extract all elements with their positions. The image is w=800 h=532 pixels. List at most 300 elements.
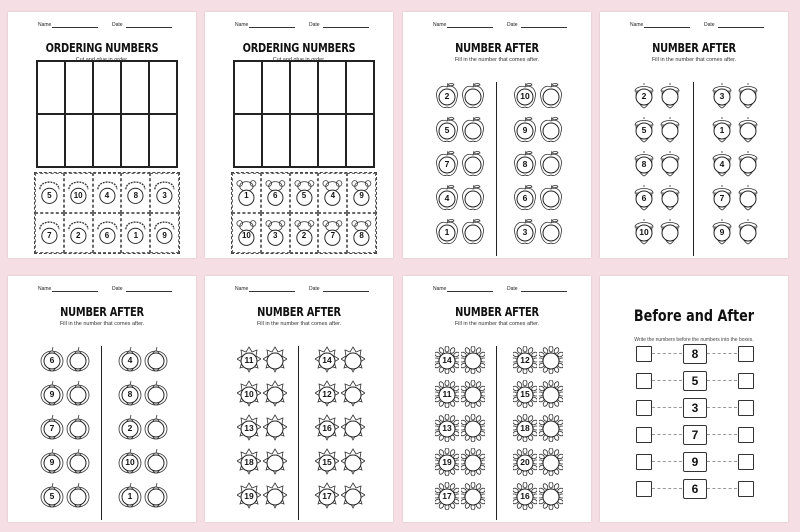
name-line <box>249 291 295 292</box>
page-title: NUMBER AFTER <box>455 41 539 55</box>
card-number: 3 <box>162 191 167 200</box>
given-number: 20 <box>520 457 530 467</box>
given-number: 4 <box>444 193 450 203</box>
guide-line <box>707 461 737 462</box>
sunflower-answer-icon <box>461 346 485 374</box>
given-number: 8 <box>683 344 707 364</box>
pumpkin-answer-icon <box>144 482 168 510</box>
card-number: 8 <box>133 191 139 200</box>
worksheet-page <box>403 276 591 522</box>
exercise-row <box>403 380 591 414</box>
given-number: 7 <box>444 159 450 169</box>
number-pair <box>710 150 750 182</box>
given-number: 8 <box>641 159 647 169</box>
glue-cell <box>37 61 65 114</box>
given-number: 6 <box>683 479 707 499</box>
card-number: 4 <box>104 191 110 200</box>
given-number: 6 <box>49 355 55 365</box>
page-subtitle: Fill in the number that comes after. <box>256 321 342 327</box>
exercise-row <box>8 482 196 516</box>
given-number: 17 <box>442 491 452 501</box>
card-number: 2 <box>75 231 81 240</box>
number-pair <box>40 380 80 412</box>
given-number: 8 <box>127 389 133 399</box>
glue-cell <box>346 61 374 114</box>
given-number: 2 <box>641 91 647 101</box>
date-line <box>126 291 172 292</box>
glue-cell <box>93 61 121 114</box>
date-label: Date <box>507 22 518 28</box>
number-pair <box>632 116 672 148</box>
date-label: Date <box>309 286 320 292</box>
guide-line <box>652 380 682 381</box>
number-pair <box>315 414 355 446</box>
exercise-row <box>205 448 393 482</box>
exercise-row <box>403 414 591 448</box>
exercise-row <box>403 346 591 380</box>
card-number: 7 <box>47 231 52 240</box>
page-title: NUMBER AFTER <box>60 305 144 319</box>
leaf-answer-icon <box>263 346 287 374</box>
acorn-answer-icon <box>736 82 760 110</box>
number-pair <box>513 482 553 514</box>
given-number: 4 <box>719 159 725 169</box>
glue-cell <box>346 114 374 167</box>
sunflower-answer-icon <box>539 346 563 374</box>
number-pair <box>632 82 672 114</box>
sunflower-answer-icon <box>539 414 563 442</box>
glue-grid <box>36 60 178 168</box>
number-card <box>93 213 122 253</box>
before-after-row <box>600 373 788 395</box>
cut-out-cards <box>34 172 180 254</box>
after-answer-box[interactable] <box>738 454 754 470</box>
page-subtitle: Fill in the number that comes after. <box>651 57 737 63</box>
worksheet-page <box>205 276 393 522</box>
card-number: 9 <box>162 231 167 240</box>
glue-cell <box>318 61 346 114</box>
given-number: 4 <box>127 355 133 365</box>
number-card <box>318 173 347 213</box>
page-subtitle: Fill in the number that comes after. <box>454 57 540 63</box>
number-card <box>347 213 376 253</box>
exercise-row <box>600 150 788 184</box>
number-card <box>347 173 376 213</box>
given-number: 19 <box>442 457 452 467</box>
number-pair <box>118 482 158 514</box>
given-number: 6 <box>641 193 647 203</box>
number-card <box>35 213 64 253</box>
exercise-row <box>403 82 591 116</box>
acorn-answer-icon <box>736 218 760 246</box>
given-number: 14 <box>442 355 452 365</box>
card-number: 5 <box>47 191 52 200</box>
number-pair <box>40 346 80 378</box>
exercise-row <box>205 482 393 516</box>
card-number: 1 <box>133 231 139 240</box>
pumpkin-answer-icon <box>66 380 90 408</box>
given-number: 16 <box>520 491 530 501</box>
glue-cell <box>290 61 318 114</box>
name-label: Name <box>235 286 249 292</box>
glue-cell <box>318 114 346 167</box>
glue-cell <box>149 61 177 114</box>
number-card <box>150 213 179 253</box>
number-card <box>232 213 261 253</box>
apple-answer-icon <box>461 218 485 246</box>
number-pair <box>710 82 750 114</box>
exercise-row <box>403 482 591 516</box>
number-pair <box>435 150 475 182</box>
given-number: 2 <box>444 91 450 101</box>
page-subtitle: Write the numbers before the numbers into the boxes. <box>634 337 754 343</box>
before-answer-box[interactable] <box>636 400 652 416</box>
number-pair <box>435 346 475 378</box>
number-pair <box>632 150 672 182</box>
given-number: 1 <box>127 491 133 501</box>
acorn-answer-icon <box>658 116 682 144</box>
given-number: 13 <box>244 423 254 433</box>
date-label: Date <box>507 286 518 292</box>
sunflower-answer-icon <box>461 380 485 408</box>
number-pair <box>237 482 277 514</box>
date-label: Date <box>309 22 320 28</box>
sunflower-answer-icon <box>539 380 563 408</box>
exercise-row <box>8 380 196 414</box>
number-pair <box>435 218 475 250</box>
card-number: 6 <box>104 231 110 240</box>
given-number: 1 <box>719 125 725 135</box>
number-pair <box>513 82 553 114</box>
given-number: 14 <box>322 355 332 365</box>
given-number: 5 <box>444 125 450 135</box>
page-title: Before and After <box>633 306 755 325</box>
page-title: ORDERING NUMBERS <box>45 41 159 55</box>
after-answer-box[interactable] <box>738 481 754 497</box>
given-number: 9 <box>49 389 55 399</box>
exercise-row <box>600 184 788 218</box>
before-answer-box[interactable] <box>636 481 652 497</box>
number-pair <box>513 414 553 446</box>
acorn-answer-icon <box>658 150 682 178</box>
card-number: 10 <box>73 191 83 200</box>
glue-cell <box>262 61 290 114</box>
given-number: 9 <box>719 227 725 237</box>
date-line <box>323 291 369 292</box>
page-title: NUMBER AFTER <box>257 305 341 319</box>
date-label: Date <box>112 286 123 292</box>
acorn-answer-icon <box>658 184 682 212</box>
worksheet-page <box>8 276 196 522</box>
exercise-row <box>403 218 591 252</box>
date-label: Date <box>704 22 715 28</box>
after-answer-box[interactable] <box>738 373 754 389</box>
before-answer-box[interactable] <box>636 454 652 470</box>
number-card <box>150 173 179 213</box>
date-label: Date <box>112 22 123 28</box>
apple-answer-icon <box>539 82 563 110</box>
number-pair <box>40 482 80 514</box>
given-number: 9 <box>49 457 55 467</box>
leaf-answer-icon <box>341 482 365 510</box>
apple-answer-icon <box>461 82 485 110</box>
number-pair <box>315 482 355 514</box>
number-pair <box>513 116 553 148</box>
given-number: 3 <box>683 398 707 418</box>
exercise-row <box>403 150 591 184</box>
page-subtitle: Cut and glue in order. <box>75 57 129 63</box>
date-line <box>521 27 567 28</box>
name-line <box>52 291 98 292</box>
given-number: 13 <box>442 423 452 433</box>
leaf-answer-icon <box>341 414 365 442</box>
exercise-row <box>205 414 393 448</box>
number-pair <box>40 448 80 480</box>
number-card <box>261 173 290 213</box>
name-label: Name <box>433 22 447 28</box>
after-answer-box[interactable] <box>738 427 754 443</box>
page-subtitle: Fill in the number that comes after. <box>59 321 145 327</box>
name-label: Name <box>433 286 447 292</box>
number-pair <box>435 448 475 480</box>
before-after-row <box>600 481 788 503</box>
given-number: 15 <box>322 457 332 467</box>
apple-answer-icon <box>461 150 485 178</box>
guide-line <box>652 434 682 435</box>
worksheet-page <box>403 12 591 258</box>
acorn-answer-icon <box>736 150 760 178</box>
date-line <box>126 27 172 28</box>
exercise-row <box>8 448 196 482</box>
leaf-answer-icon <box>341 346 365 374</box>
exercise-row <box>403 116 591 150</box>
glue-cell <box>234 61 262 114</box>
leaf-answer-icon <box>263 414 287 442</box>
given-number: 17 <box>322 491 332 501</box>
number-pair <box>435 380 475 412</box>
glue-cell <box>121 61 149 114</box>
date-line <box>323 27 369 28</box>
given-number: 11 <box>244 355 254 365</box>
name-label: Name <box>38 22 52 28</box>
number-pair <box>315 346 355 378</box>
apple-answer-icon <box>461 184 485 212</box>
apple-answer-icon <box>539 218 563 246</box>
glue-cell <box>149 114 177 167</box>
acorn-answer-icon <box>736 116 760 144</box>
leaf-answer-icon <box>263 482 287 510</box>
given-number: 15 <box>520 389 530 399</box>
given-number: 10 <box>520 91 530 101</box>
card-number: 3 <box>272 231 278 240</box>
number-card <box>121 213 150 253</box>
number-pair <box>513 380 553 412</box>
apple-answer-icon <box>461 116 485 144</box>
glue-cell <box>65 61 93 114</box>
number-pair <box>40 414 80 446</box>
given-number: 1 <box>444 227 450 237</box>
given-number: 7 <box>683 425 707 445</box>
number-pair <box>513 150 553 182</box>
given-number: 12 <box>520 355 530 365</box>
given-number: 5 <box>683 371 707 391</box>
given-number: 9 <box>522 125 528 135</box>
pumpkin-answer-icon <box>66 448 90 476</box>
card-number: 5 <box>301 191 307 200</box>
acorn-answer-icon <box>736 184 760 212</box>
given-number: 18 <box>244 457 254 467</box>
worksheet-page <box>600 12 788 258</box>
card-number: 9 <box>359 191 364 200</box>
number-card <box>35 173 64 213</box>
number-card <box>93 173 122 213</box>
before-answer-box[interactable] <box>636 427 652 443</box>
given-number: 18 <box>520 423 530 433</box>
guide-line <box>652 353 682 354</box>
number-card <box>290 173 319 213</box>
guide-line <box>652 461 682 462</box>
sunflower-answer-icon <box>461 482 485 510</box>
apple-answer-icon <box>539 184 563 212</box>
before-after-row <box>600 346 788 368</box>
worksheet-page <box>600 276 788 522</box>
given-number: 2 <box>127 423 133 433</box>
exercise-row <box>403 448 591 482</box>
date-line <box>521 291 567 292</box>
number-pair <box>237 414 277 446</box>
name-line <box>447 291 493 292</box>
given-number: 5 <box>641 125 647 135</box>
exercise-row <box>205 346 393 380</box>
acorn-answer-icon <box>658 82 682 110</box>
given-number: 9 <box>683 452 707 472</box>
given-number: 10 <box>244 389 254 399</box>
page-title: NUMBER AFTER <box>652 41 736 55</box>
given-number: 11 <box>442 389 452 399</box>
number-pair <box>435 116 475 148</box>
glue-cell <box>121 114 149 167</box>
leaf-answer-icon <box>341 448 365 476</box>
card-number: 1 <box>244 191 249 200</box>
given-number: 19 <box>244 491 254 501</box>
page-subtitle: Cut and glue in order. <box>272 57 326 63</box>
number-pair <box>118 448 158 480</box>
number-pair <box>118 414 158 446</box>
exercise-row <box>600 116 788 150</box>
guide-line <box>652 488 682 489</box>
apple-answer-icon <box>539 116 563 144</box>
number-pair <box>315 380 355 412</box>
guide-line <box>652 407 682 408</box>
pumpkin-answer-icon <box>144 346 168 374</box>
number-card <box>261 213 290 253</box>
exercise-row <box>8 414 196 448</box>
page-title: NUMBER AFTER <box>455 305 539 319</box>
worksheet-page <box>205 12 393 258</box>
guide-line <box>707 488 737 489</box>
card-number: 4 <box>330 191 336 200</box>
number-card <box>232 173 261 213</box>
pumpkin-answer-icon <box>144 380 168 408</box>
before-after-row <box>600 400 788 422</box>
before-answer-box[interactable] <box>636 373 652 389</box>
number-pair <box>710 184 750 216</box>
number-pair <box>513 184 553 216</box>
card-number: 10 <box>241 231 251 240</box>
name-label: Name <box>630 22 644 28</box>
glue-cell <box>37 114 65 167</box>
after-answer-box[interactable] <box>738 400 754 416</box>
cut-out-cards <box>231 172 377 254</box>
exercise-row <box>600 82 788 116</box>
sunflower-answer-icon <box>539 448 563 476</box>
acorn-answer-icon <box>658 218 682 246</box>
leaf-answer-icon <box>263 380 287 408</box>
guide-line <box>707 434 737 435</box>
given-number: 16 <box>322 423 332 433</box>
number-pair <box>237 448 277 480</box>
card-number: 7 <box>330 231 336 240</box>
given-number: 5 <box>49 491 55 501</box>
before-answer-box[interactable] <box>636 346 652 362</box>
given-number: 12 <box>322 389 332 399</box>
number-card <box>64 213 93 253</box>
name-label: Name <box>38 286 52 292</box>
worksheet-page <box>8 12 196 258</box>
name-label: Name <box>235 22 249 28</box>
guide-line <box>707 353 737 354</box>
page-subtitle: Fill in the number that comes after. <box>454 321 540 327</box>
leaf-answer-icon <box>341 380 365 408</box>
sunflower-answer-icon <box>539 482 563 510</box>
guide-line <box>707 407 737 408</box>
exercise-row <box>403 184 591 218</box>
card-number: 8 <box>359 231 364 240</box>
apple-answer-icon <box>539 150 563 178</box>
name-line <box>447 27 493 28</box>
given-number: 7 <box>49 423 55 433</box>
card-number: 6 <box>272 191 278 200</box>
before-after-row <box>600 454 788 476</box>
number-pair <box>237 346 277 378</box>
before-after-row <box>600 427 788 449</box>
pumpkin-answer-icon <box>144 448 168 476</box>
glue-cell <box>234 114 262 167</box>
number-pair <box>632 184 672 216</box>
card-number: 2 <box>301 231 307 240</box>
date-line <box>718 27 764 28</box>
name-line <box>52 27 98 28</box>
number-pair <box>237 380 277 412</box>
exercise-row <box>600 218 788 252</box>
number-card <box>318 213 347 253</box>
after-answer-box[interactable] <box>738 346 754 362</box>
number-card <box>64 173 93 213</box>
sunflower-answer-icon <box>461 448 485 476</box>
pumpkin-answer-icon <box>66 414 90 442</box>
number-pair <box>118 346 158 378</box>
given-number: 10 <box>639 227 649 237</box>
exercise-row <box>8 346 196 380</box>
glue-cell <box>290 114 318 167</box>
number-pair <box>435 82 475 114</box>
number-card <box>290 213 319 253</box>
number-pair <box>435 414 475 446</box>
given-number: 10 <box>125 457 135 467</box>
glue-cell <box>65 114 93 167</box>
number-pair <box>435 184 475 216</box>
number-pair <box>710 116 750 148</box>
